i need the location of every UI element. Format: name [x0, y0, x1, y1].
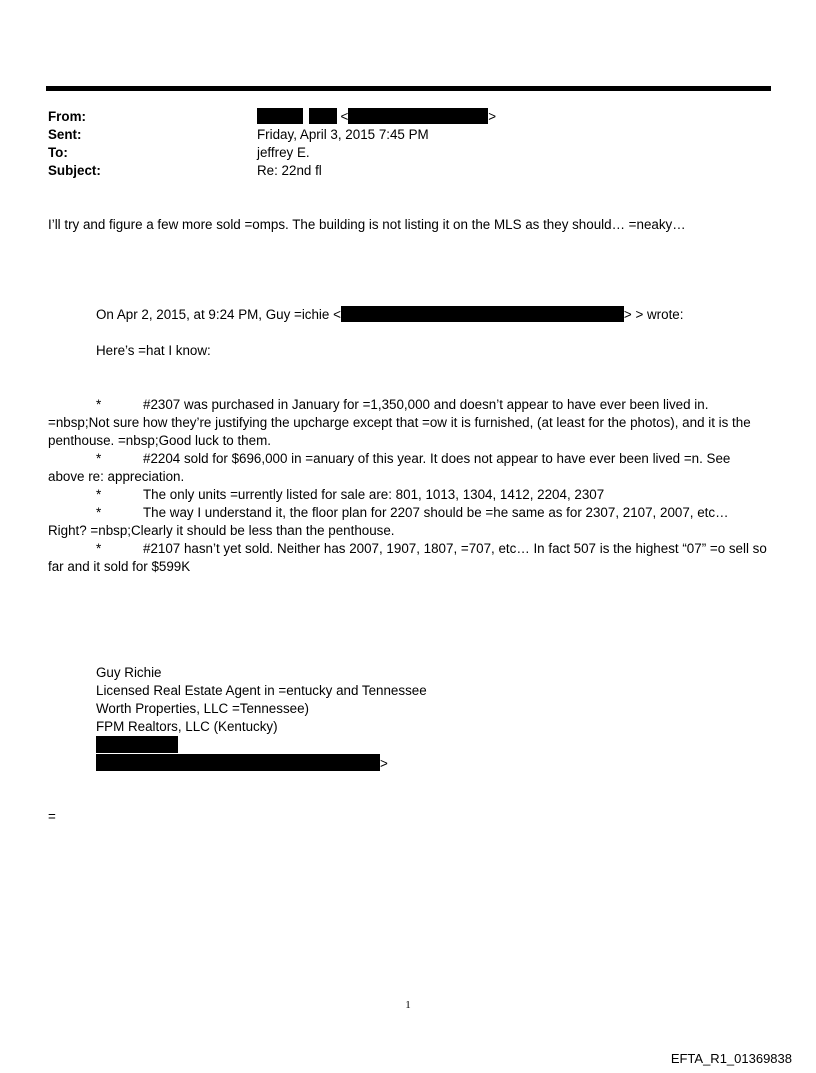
bullet-text: #2107 hasn’t yet sold. Neither has 2007, 1907, 1807, =707, etc… In fact 507 is the highest “07” =o sell so — [143, 541, 767, 556]
sent-value: Friday, April 3, 2015 7:45 PM — [257, 127, 429, 142]
bullet-item — [48, 504, 778, 540]
signature-redacted-line — [96, 736, 427, 754]
from-lt: < — [340, 109, 349, 124]
bullet-marker: * — [96, 451, 102, 466]
signature-company-2: FPM Realtors, LLC (Kentucky) — [96, 719, 278, 734]
from-row — [48, 108, 496, 126]
from-label: From: — [48, 109, 86, 124]
signature-email-line — [96, 754, 427, 772]
to-label: To: — [48, 145, 68, 160]
bullet-continuation: above re: appreciation. — [48, 469, 185, 484]
to-value: jeffrey E. — [257, 145, 310, 160]
subject-row — [48, 162, 496, 180]
from-value — [257, 108, 496, 126]
bullet-marker: * — [96, 505, 102, 520]
bullet-continuation: Right? =nbsp;Clearly it should be less than the penthouse. — [48, 523, 395, 538]
trailing-equals: = — [48, 809, 56, 824]
redaction-block — [348, 108, 488, 124]
bullet-marker: * — [96, 397, 102, 412]
email-header — [48, 108, 496, 180]
quote-line: Here’s =hat I know: — [96, 343, 211, 358]
redaction-block — [309, 108, 337, 124]
sent-label: Sent: — [48, 127, 82, 142]
subject-value: Re: 22nd fl — [257, 163, 322, 178]
bullet-item — [48, 396, 778, 450]
redaction-block — [96, 736, 178, 753]
signature-gt: > — [380, 756, 388, 771]
quote-intro — [96, 306, 683, 324]
redaction-block — [341, 306, 624, 322]
redaction-block — [257, 108, 303, 124]
quote-intro-end: > > wrote: — [623, 307, 684, 322]
to-row — [48, 144, 496, 162]
bates-number: EFTA_R1_01369838 — [670, 1051, 792, 1066]
subject-label: Subject: — [48, 163, 101, 178]
body-paragraph: I’ll try and figure a few more sold =omps. The building is not listing it on the MLS as they should… =neaky… — [48, 217, 686, 232]
bullet-text: The way I understand it, the floor plan for 2207 should be =he same as for 2307, 2107, 2007, etc… — [143, 505, 729, 520]
bullet-item — [48, 450, 778, 486]
bullet-text: #2307 was purchased in January for =1,350,000 and doesn’t appear to have ever been lived in. — [143, 397, 709, 412]
bullet-text: #2204 sold for $696,000 in =anuary of this year. It does not appear to have ever been lived =n. See — [143, 451, 731, 466]
signature-block — [96, 664, 427, 772]
header-rule — [46, 86, 771, 91]
from-gt: > — [488, 109, 497, 124]
bullet-continuation: far and it sold for $599K — [48, 559, 191, 574]
bullet-marker: * — [96, 487, 102, 502]
bullet-marker: * — [96, 541, 102, 556]
signature-company: Worth Properties, LLC =Tennessee) — [96, 701, 309, 716]
bullet-continuation: =nbsp;Not sure how they’re justifying the upcharge except that =ow it is furnished, (at least for the photos), and it is the penthouse. =nbsp;Good luck to them. — [48, 415, 751, 448]
bullet-text: The only units =urrently listed for sale are: 801, 1013, 1304, 1412, 2204, 2307 — [143, 487, 605, 502]
redaction-block — [96, 754, 380, 771]
bullet-item — [48, 540, 778, 576]
signature-title: Licensed Real Estate Agent in =entucky and Tennessee — [96, 683, 427, 698]
page-number: 1 — [405, 999, 411, 1011]
signature-name: Guy Richie — [96, 665, 162, 680]
bullet-item — [48, 486, 778, 504]
sent-row — [48, 126, 496, 144]
quote-intro-start: On Apr 2, 2015, at 9:24 PM, Guy =ichie < — [96, 307, 341, 322]
